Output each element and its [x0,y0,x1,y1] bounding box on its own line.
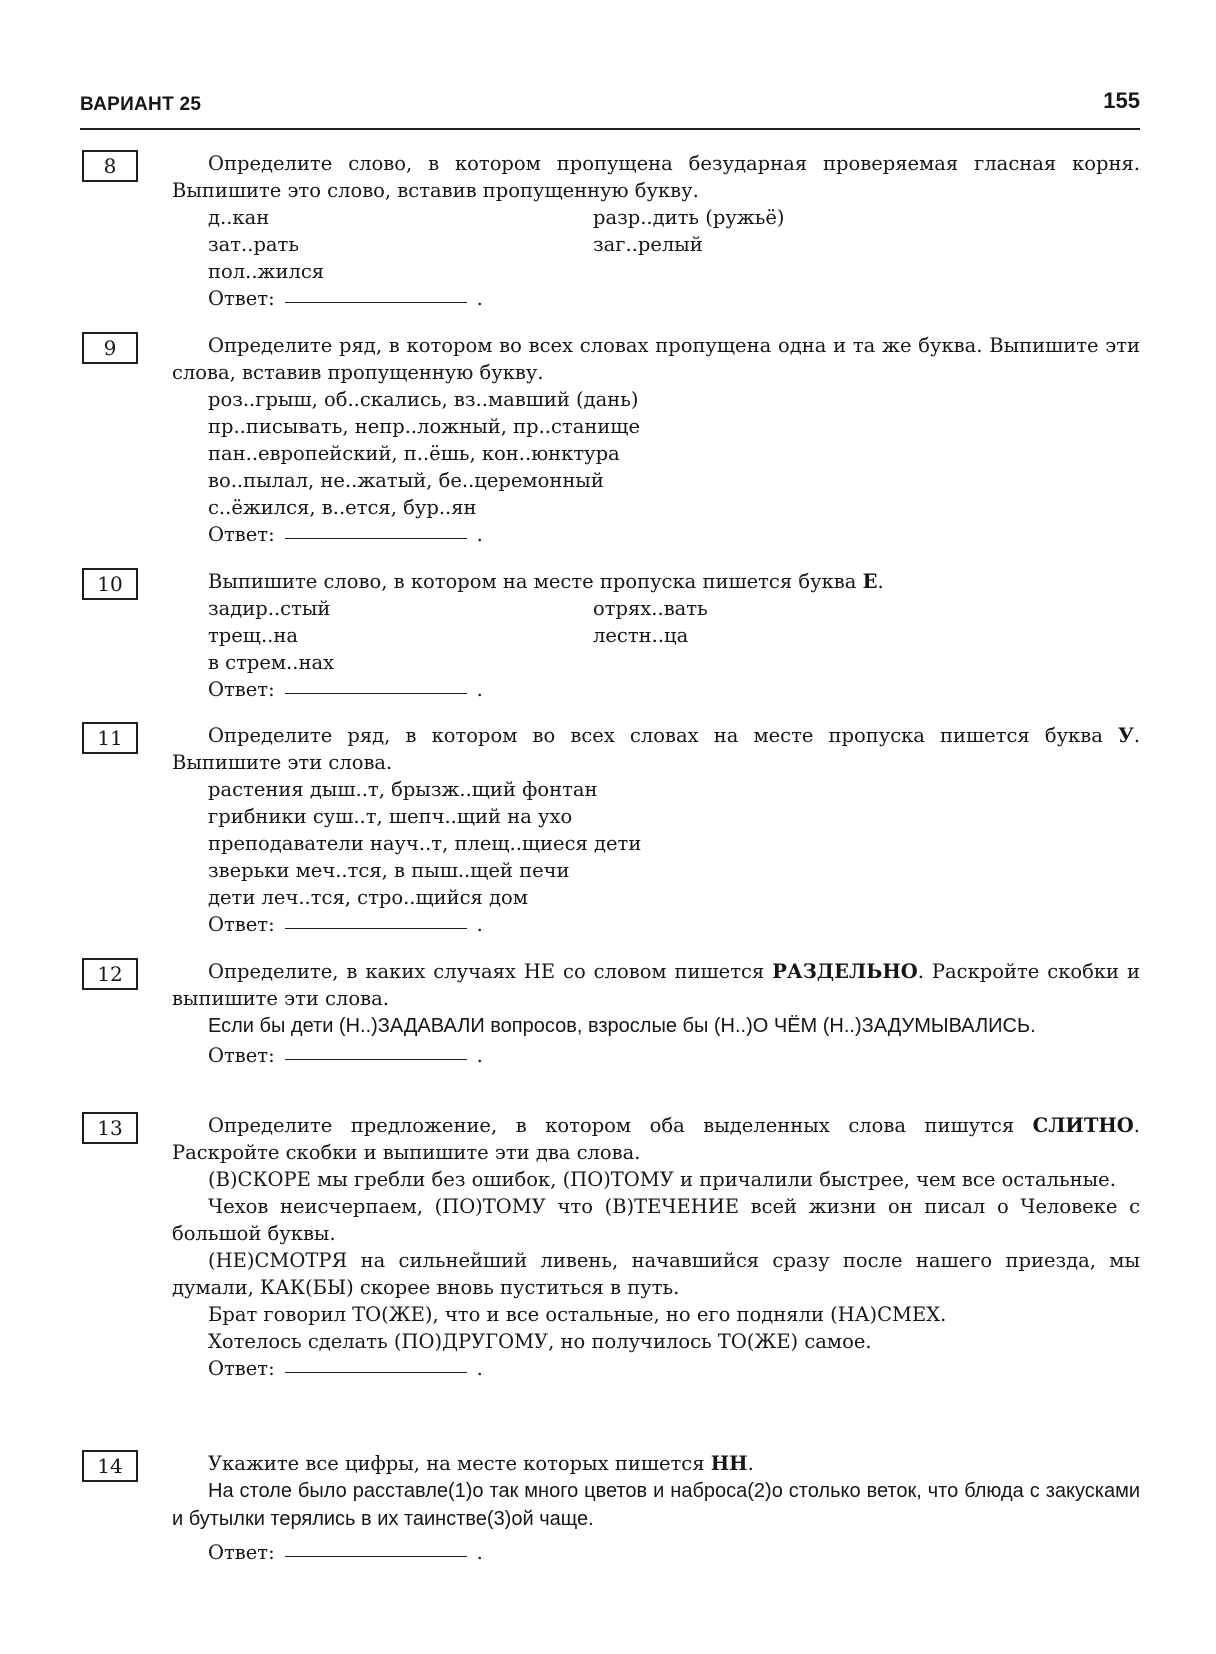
task-content [172,568,1140,703]
answer-row: Ответ: . [208,1044,483,1067]
highlighted-word: НН [710,1452,748,1475]
word-option: д..кан [208,206,270,229]
answer-row: Ответ: . [208,678,483,701]
task-question: Определите ряд, в котором во всех словах пропущена одна и та же буква. Выпишите эти слова, вставив пропущенную букву. [172,334,1140,384]
page-number: 155 [1103,88,1140,113]
task-question: Определите предложение, в котором оба выделенных слова пишутся СЛИТНО. Раскройте скобки и выпишите эти два слова. [172,1114,1140,1164]
task-content [172,1112,1140,1382]
task-sentence: (НЕ)СМОТРЯ на сильнейший ливень, начавшийся сразу после нашего приезда, мы думали, КАК(БЫ) скорее вновь пуститься в путь. [172,1249,1140,1299]
answer-line[interactable] [285,914,467,929]
task-sentence: Хотелось сделать (ПО)ДРУГОМУ, но получилось ТО(ЖЕ) самое. [208,1330,872,1353]
task-content [172,722,1140,938]
word-options [172,204,1140,285]
task-question: Определите слово, в котором пропущена безударная проверяемая гласная корня. Выпишите это слово, вставив пропущенную букву. [172,152,1140,202]
word-option: трещ..на [208,624,298,647]
task-number: 8 [82,150,138,182]
task-sentence: Если бы дети (Н..)ЗАДАВАЛИ вопросов, взрослые бы (Н..)О ЧЁМ (Н..)ЗАДУМЫВАЛИСЬ. [208,1015,1036,1037]
answer-row: Ответ: . [208,1541,483,1564]
task-sentence: Чехов неисчерпаем, (ПО)ТОМУ что (В)ТЕЧЕНИЕ всей жизни он писал о Человеке с большой буквы. [172,1195,1140,1245]
word-option: задир..стый [208,597,331,620]
task-question: Определите, в каких случаях НЕ со словом пишется РАЗДЕЛЬНО. Раскройте скобки и выпишите эти слова. [172,960,1141,1010]
word-option: разр..дить (ружьё) [593,206,785,229]
word-options [172,595,1140,676]
task-content [172,150,1140,312]
answer-line[interactable] [285,1358,467,1373]
answer-label: Ответ: [208,913,275,936]
answer-label: Ответ: [208,523,275,546]
page-header [80,80,1140,130]
task-sentence: На столе было расставле(1)о так много цветов и наброса(2)о столько веток, что блюда с закусками и бутылки терялись в их таинстве(3)ой чаще. [172,1480,1140,1530]
answer-label: Ответ: [208,1044,275,1067]
answer-label: Ответ: [208,1541,275,1564]
word-row: грибники суш..т, шепч..щий на ухо [208,805,573,828]
answer-line[interactable] [285,1542,467,1557]
answer-label: Ответ: [208,1357,275,1380]
task-sentence: Брат говорил ТО(ЖЕ), что и все остальные, но его подняли (НА)СМЕХ. [208,1303,947,1326]
task-number: 11 [82,722,138,754]
task-content [172,1450,1140,1566]
word-option: пол..жился [208,260,325,283]
task-number: 12 [82,958,138,990]
task-question: Выпишите слово, в котором на месте пропуска пишется буква Е. [208,570,884,593]
answer-row: Ответ: . [208,913,483,936]
answer-line[interactable] [285,288,467,303]
answer-line[interactable] [285,1045,467,1060]
word-option: заг..релый [593,233,703,256]
answer-row: Ответ: . [208,523,483,546]
highlighted-letter: Е [862,570,878,593]
answer-row: Ответ: . [208,287,483,310]
answer-line[interactable] [285,679,467,694]
word-option: лестн..ца [593,624,689,647]
task-number: 9 [82,332,138,364]
answer-row: Ответ: . [208,1357,483,1380]
variant-title: ВАРИАНТ 25 [80,94,202,115]
word-row: пан..европейский, п..ёшь, кон..юнктура [208,442,620,465]
task-sentence: (В)СКОРЕ мы гребли без ошибок, (ПО)ТОМУ и причалили быстрее, чем все остальные. [208,1168,1116,1191]
word-row: преподаватели науч..т, плещ..щиеся дети [208,832,642,855]
word-row: дети леч..тся, стро..щийся дом [208,886,528,909]
task-number: 13 [82,1112,138,1144]
word-row: пр..писывать, непр..ложный, пр..станище [208,415,640,438]
word-option: зат..рать [208,233,299,256]
word-row: зверьки меч..тся, в пыш..щей печи [208,859,570,882]
task-content [172,332,1140,548]
task-number: 14 [82,1450,138,1482]
answer-line[interactable] [285,524,467,539]
task-question: Определите ряд, в котором во всех словах на месте пропуска пишется буква У. Выпишите эти слова. [172,724,1141,774]
word-row: во..пылал, не..жатый, бе..церемонный [208,469,604,492]
answer-label: Ответ: [208,678,275,701]
answer-label: Ответ: [208,287,275,310]
task-content [172,958,1140,1069]
highlighted-word: РАЗДЕЛЬНО [772,960,918,983]
highlighted-letter: У [1117,724,1134,747]
word-row: растения дыш..т, брызж..щий фонтан [208,778,598,801]
word-row: с..ёжился, в..ется, бур..ян [208,496,477,519]
task-question: Укажите все цифры, на месте которых пишется НН. [208,1452,754,1475]
word-option: отрях..вать [593,597,708,620]
word-option: в стрем..нах [208,651,335,674]
highlighted-word: СЛИТНО [1032,1114,1134,1137]
task-number: 10 [82,568,138,600]
word-row: роз..грыш, об..скались, вз..мавший (дань) [208,388,639,411]
